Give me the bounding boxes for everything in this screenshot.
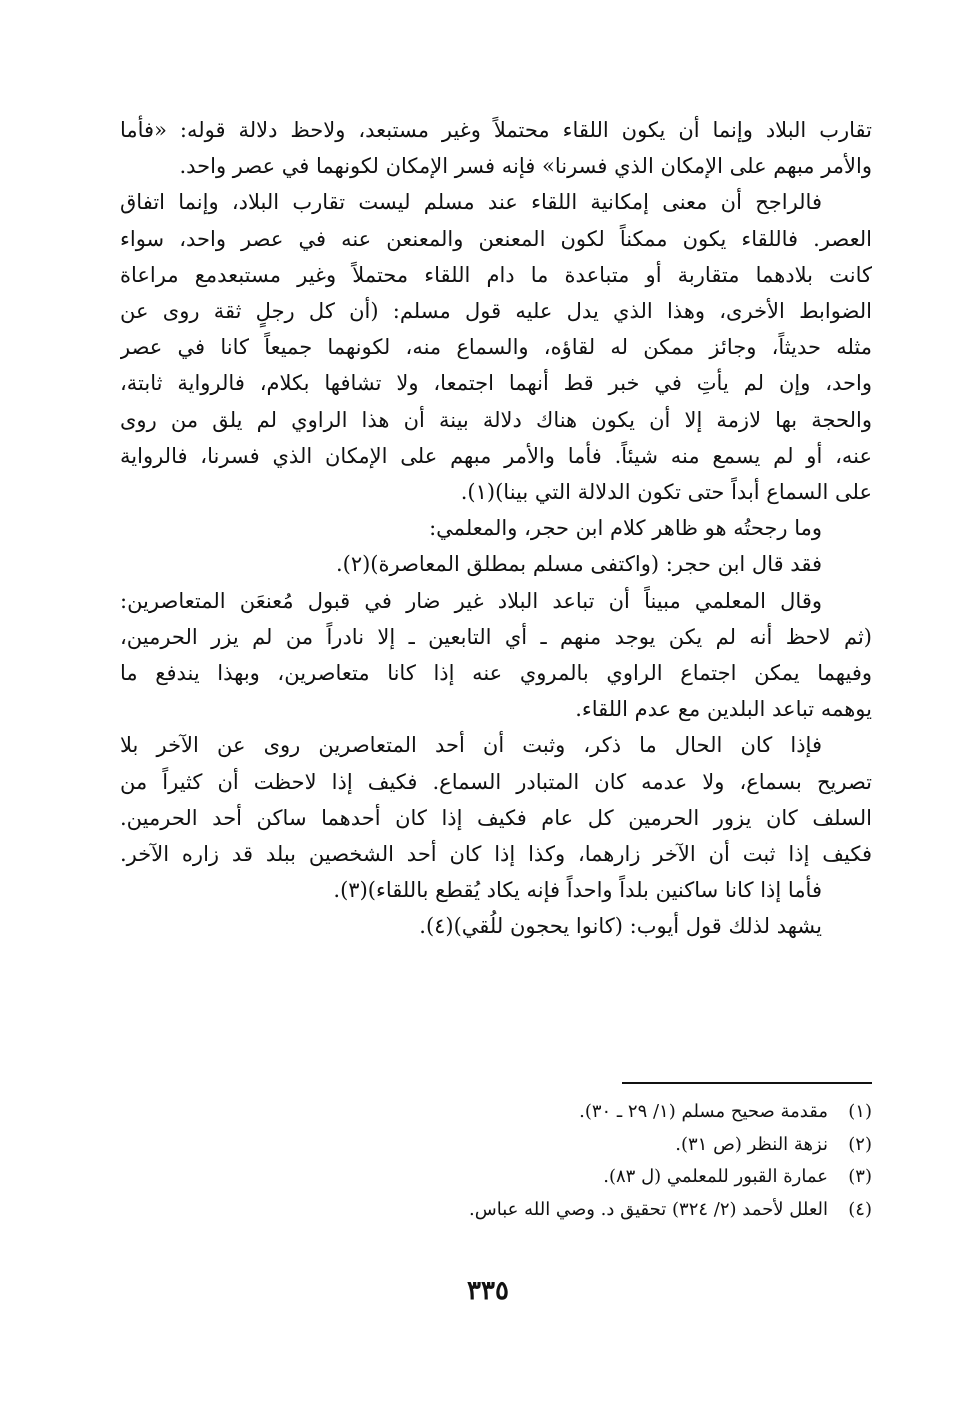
text-line: تصريح بسماع، ولا عدمه كان المتبادر السماع. فكيف إذا لاحظت أن كثيراً من [120, 769, 872, 794]
text-line: (ثم لاحظ أنه لم يكن يوجد منهم ـ أي التابعين ـ إلا نادراً من لم يزر الحرمين، [120, 624, 872, 649]
text-line: على السماع أبداً حتى تكون الدلالة التي بينا)(١). [460, 480, 872, 505]
footnote-number: (١) [848, 1101, 872, 1122]
text-line: فأما إذا كانا ساكنين بلداً واحداً فإنه يكاد يُقطع باللقاء)(٣). [333, 878, 822, 903]
text-line: الضوابط الأخرى، وهذا الذي يدل عليه قول مسلم: (أن كل رجلٍ ثقة روى عن [120, 299, 872, 324]
text-line: وقال المعلمي مبيناً أن تباعد البلاد غير ضار في قبول مُعنعَن المتعاصرين: [120, 588, 822, 613]
footnote-text: عمارة القبور للمعلمي (ل ٨٣). [603, 1166, 828, 1187]
footnote-number: (٣) [848, 1166, 872, 1187]
text-line: والأمر مبهم على الإمكان الذي فسرنا» فإنه فسر الإمكان لكونهما في عصر واحد. [179, 154, 872, 179]
text-line: فكيف إذا ثبت أن الآخر زارهما، وكذا إذا كان أحد الشخصين ببلد قد زاره الآخر. [120, 842, 872, 867]
text-line: فإذا كان الحال ما ذكر، وثبت أن أحد المتعاصرين روى عن الآخر بلا [120, 733, 822, 758]
text-line: وفيهما يمكن اجتماع الراوي بالمروي عنه إذا كانا متعاصرين، وبهذا يندفع ما [120, 661, 872, 686]
text-line: السلف كان يزور الحرمين كل عام فكيف إذا كان أحدهما ساكن أحد الحرمين. [120, 805, 872, 830]
footnote-item [300, 1129, 872, 1162]
text-line: يوهمه تباعد البلدين مع عدم اللقاء. [575, 697, 872, 722]
text-line: فقد قال ابن حجر: (واكتفى مسلم بمطلق المعاصرة)(٢). [335, 552, 822, 577]
footnotes [300, 1096, 872, 1226]
text-line: يشهد لذلك قول أيوب: (كانوا يحجون للُقي)(٤). [419, 914, 822, 939]
text-line: العصر. فاللقاء يكون ممكناً لكون المعنعن والمعنعن عنه في عصر واحد، سواء [120, 226, 872, 251]
footnote-number: (٤) [848, 1198, 872, 1220]
footnote-item [300, 1161, 872, 1194]
page-number: ٣٣٥ [467, 1276, 509, 1306]
footnote-text: نزهة النظر (ص ٣١). [675, 1133, 828, 1155]
footnote-item [300, 1194, 872, 1227]
text-line: والحجة بها لازمة إلا أن يكون هناك دلالة بينة أن هذا الراوي لم يلق من روى [120, 407, 872, 432]
main-text [120, 112, 872, 945]
footnote-text: مقدمة صحيح مسلم (١/ ٢٩ ـ ٣٠). [579, 1101, 828, 1122]
text-line: تقارب البلاد وإنما أن يكون اللقاء محتملاً وغير مستبعد، ولاحظ دلالة قوله: «فأما [120, 118, 872, 142]
text-line: مثله حديثاً، وجائز ممكن له لقاؤه، والسماع منه، لكونهما جميعاً كانا في عصر [120, 335, 872, 360]
text-line: عنه، أو لم يسمع منه شيئاً. فأما والأمر مبهم على الإمكان الذي فسرنا، فالرواية [120, 443, 872, 468]
text-line: وما رجحتُه هو ظاهر كلام ابن حجر، والمعلمي: [429, 516, 822, 541]
footnote-number: (٢) [848, 1133, 872, 1155]
footnote-text: العلل لأحمد (٢/ ٣٢٤) تحقيق د. وصي الله عباس. [469, 1198, 828, 1220]
text-line: كانت بلادهما متقاربة أو متباعدة ما دام اللقاء محتملاً وغير مستبعدمع مراعاة [120, 262, 872, 287]
text-line: واحد، وإن لم يأتِ في خبر قط أنهما اجتمعا، ولا تشافها بكلام، فالرواية ثابتة، [120, 371, 872, 396]
text-line: فالراجح أن معنى إمكانية اللقاء عند مسلم ليست تقارب البلاد، وإنما اتفاق [120, 190, 822, 215]
footnote-item [300, 1096, 872, 1129]
footnote-separator [622, 1082, 872, 1084]
